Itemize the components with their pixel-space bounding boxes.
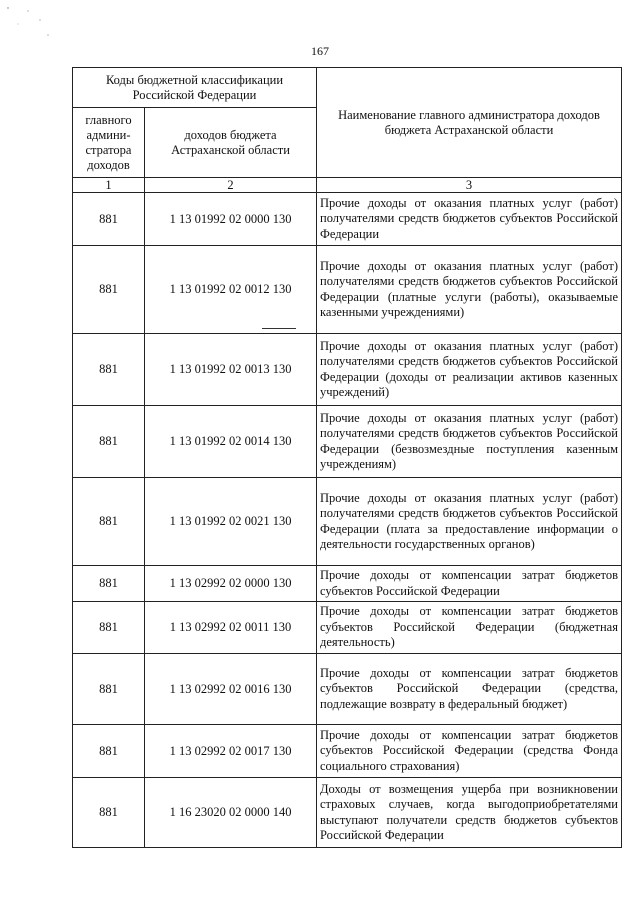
admin-code-cell: 881 xyxy=(73,478,145,566)
name-cell: Прочие доходы от оказания платных услуг (работ) получателями средств бюджетов субъектов Российской Федерации (доходы от реализации активов казенных учреждений) xyxy=(317,334,622,406)
admin-code-cell: 881 xyxy=(73,778,145,848)
admin-code-cell: 881 xyxy=(73,193,145,246)
header-income-column: доходов бюджета Астраханской области xyxy=(145,108,317,178)
income-code-cell: 1 13 01992 02 0012 130 xyxy=(145,246,317,334)
table-row xyxy=(73,654,622,725)
header-admin-column: главного админи-стратора доходов xyxy=(73,108,145,178)
name-cell: Прочие доходы от компенсации затрат бюджетов субъектов Российской Федерации (средства Фонда социального страхования) xyxy=(317,725,622,778)
header-name-column: Наименование главного администратора доходов бюджета Астраханской области xyxy=(317,68,622,178)
budget-classification-table xyxy=(72,67,622,848)
admin-code-cell: 881 xyxy=(73,602,145,654)
column-number-3: 3 xyxy=(317,178,622,193)
income-code-cell: 1 16 23020 02 0000 140 xyxy=(145,778,317,848)
income-code-cell: 1 13 01992 02 0014 130 xyxy=(145,406,317,478)
header-group-title: Коды бюджетной классификации Российской Федерации xyxy=(73,68,317,108)
page-number: 167 xyxy=(311,44,329,58)
table-row xyxy=(73,602,622,654)
name-cell: Прочие доходы от компенсации затрат бюджетов субъектов Российской Федерации (бюджетная деятельность) xyxy=(317,602,622,654)
income-code-cell: 1 13 02992 02 0017 130 xyxy=(145,725,317,778)
income-code-cell: 1 13 02992 02 0011 130 xyxy=(145,602,317,654)
column-number-2: 2 xyxy=(145,178,317,193)
name-cell: Прочие доходы от оказания платных услуг (работ) получателями средств бюджетов субъектов Российской Федерации (безвозмездные поступления казенным учреждениям) xyxy=(317,406,622,478)
name-cell: Прочие доходы от оказания платных услуг (работ) получателями средств бюджетов субъектов Российской Федерации (плата за предоставление информации о деятельности государственных органов) xyxy=(317,478,622,566)
admin-code-cell: 881 xyxy=(73,246,145,334)
name-cell: Прочие доходы от компенсации затрат бюджетов субъектов Российской Федерации xyxy=(317,566,622,602)
table-row xyxy=(73,193,622,246)
admin-code-cell: 881 xyxy=(73,406,145,478)
income-code-cell: 1 13 02992 02 0000 130 xyxy=(145,566,317,602)
table-row xyxy=(73,778,622,848)
admin-code-cell: 881 xyxy=(73,725,145,778)
stray-pen-stroke xyxy=(262,328,296,329)
name-cell: Доходы от возмещения ущерба при возникновении страховых случаев, когда выгодоприобретателями выступают получатели средств бюджетов субъектов Российской Федерации xyxy=(317,778,622,848)
table-row xyxy=(73,725,622,778)
name-cell: Прочие доходы от компенсации затрат бюджетов субъектов Российской Федерации (средства, подлежащие возврату в федеральный бюджет) xyxy=(317,654,622,725)
table-row xyxy=(73,334,622,406)
income-code-cell: 1 13 02992 02 0016 130 xyxy=(145,654,317,725)
table-row xyxy=(73,246,622,334)
income-code-cell: 1 13 01992 02 0021 130 xyxy=(145,478,317,566)
column-number-1: 1 xyxy=(73,178,145,193)
table-row xyxy=(73,406,622,478)
admin-code-cell: 881 xyxy=(73,566,145,602)
admin-code-cell: 881 xyxy=(73,334,145,406)
income-code-cell: 1 13 01992 02 0000 130 xyxy=(145,193,317,246)
table-row xyxy=(73,478,622,566)
income-code-cell: 1 13 01992 02 0013 130 xyxy=(145,334,317,406)
admin-code-cell: 881 xyxy=(73,654,145,725)
name-cell: Прочие доходы от оказания платных услуг (работ) получателями средств бюджетов субъектов Российской Федерации (платные услуги (работы), оказываемые казенными учреждениями) xyxy=(317,246,622,334)
table-row xyxy=(73,566,622,602)
name-cell: Прочие доходы от оказания платных услуг (работ) получателями средств бюджетов субъектов Российской Федерации xyxy=(317,193,622,246)
